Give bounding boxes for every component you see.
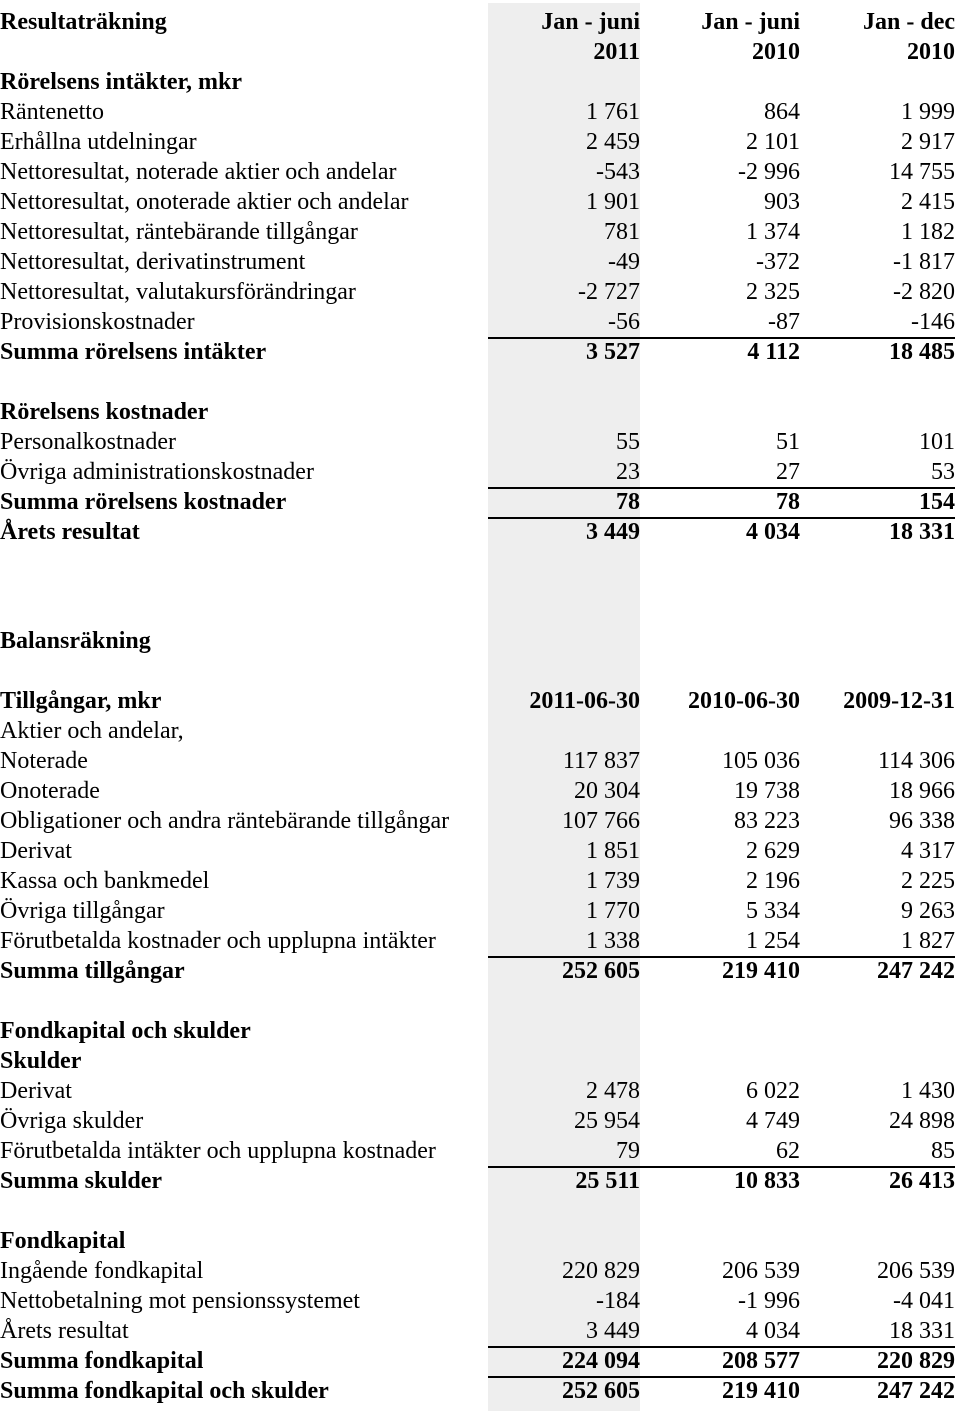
value-jan-dec-2010: 1 999 <box>901 99 955 125</box>
table-row <box>0 1106 955 1136</box>
row-label: Räntenetto <box>0 99 104 125</box>
value-2010-06-30: -1 996 <box>738 1288 800 1314</box>
value-2011-06-30: 2 478 <box>586 1078 640 1104</box>
value-jan-jun-2011: -49 <box>608 249 640 275</box>
table-row <box>0 776 955 806</box>
total-row <box>0 487 955 517</box>
value-jan-jun-2010: -372 <box>756 249 800 275</box>
row-label: Nettoresultat, valutakursförändringar <box>0 279 356 305</box>
income-header-year-row <box>0 37 955 67</box>
table-row <box>0 187 955 217</box>
total-row <box>0 337 955 367</box>
value-jan-jun-2011: 3 449 <box>488 517 640 547</box>
value-2011-06-30: 20 304 <box>574 778 640 804</box>
value-jan-jun-2011: 2 459 <box>586 129 640 155</box>
value-jan-jun-2010: -87 <box>768 309 800 335</box>
table-row <box>0 1136 955 1166</box>
value-2011-06-30: 3 449 <box>586 1318 640 1344</box>
table-row <box>0 157 955 187</box>
row-label: Obligationer och andra räntebärande tillgångar <box>0 808 450 834</box>
section-heading-row <box>0 1046 955 1076</box>
row-label: Nettobetalning mot pensionssystemet <box>0 1288 360 1314</box>
balance-sheet-title: Balansräkning <box>0 628 151 654</box>
column-header-period-2: Jan - juni <box>701 9 800 35</box>
value-jan-jun-2011: -543 <box>596 159 640 185</box>
value-jan-jun-2010: 864 <box>764 99 800 125</box>
value-jan-dec-2010: 1 182 <box>901 219 955 245</box>
value-2009-12-31: -4 041 <box>893 1288 956 1314</box>
equity-liabilities-heading: Fondkapital och skulder <box>0 1018 251 1044</box>
table-row <box>0 247 955 277</box>
value-2011-06-30: 252 605 <box>488 956 640 986</box>
total-label: Summa rörelsens kostnader <box>0 489 287 515</box>
shares-group-label: Aktier och andelar, <box>0 718 184 744</box>
empty-cell <box>0 656 955 686</box>
empty-cell <box>0 1196 955 1226</box>
total-label: Summa skulder <box>0 1168 163 1194</box>
empty-cell <box>0 37 488 67</box>
blank-row <box>0 986 955 1016</box>
value-2011-06-30: 1 739 <box>586 868 640 894</box>
table-row <box>0 427 955 457</box>
balance-title-row <box>0 626 955 656</box>
row-label: Förutbetalda kostnader och upplupna intäkter <box>0 928 436 954</box>
value-jan-jun-2011: 55 <box>616 429 640 455</box>
value-2010-06-30: 6 022 <box>746 1078 800 1104</box>
value-jan-jun-2011: 78 <box>488 487 640 517</box>
value-2010-06-30: 2 196 <box>746 868 800 894</box>
value-2011-06-30: 1 338 <box>586 928 640 954</box>
column-header-year-1: 2011 <box>593 39 640 65</box>
row-label: Övriga administrationskostnader <box>0 459 314 485</box>
value-2009-12-31: 9 263 <box>901 898 956 924</box>
value-jan-jun-2011: 781 <box>604 219 640 245</box>
blank-row <box>0 656 955 686</box>
row-label: Nettoresultat, onoterade aktier och andelar <box>0 189 409 215</box>
column-header-year-2: 2010 <box>752 39 800 65</box>
table-row <box>0 277 955 307</box>
value-jan-jun-2010: 1 374 <box>746 219 800 245</box>
value-jan-jun-2010: 4 034 <box>640 517 800 547</box>
blank-row <box>0 367 955 397</box>
table-row <box>0 896 955 926</box>
table-row <box>0 307 955 337</box>
value-jan-jun-2010: 78 <box>640 487 800 517</box>
liabilities-heading: Skulder <box>0 1048 82 1074</box>
row-label: Derivat <box>0 838 72 864</box>
grand-total-row <box>0 1376 955 1406</box>
total-row <box>0 1346 955 1376</box>
income-header-row <box>0 7 955 37</box>
value-2011-06-30: 1 770 <box>586 898 640 924</box>
value-jan-dec-2010: -146 <box>911 309 955 335</box>
total-label: Summa fondkapital och skulder <box>0 1378 329 1404</box>
table-row <box>0 1076 955 1106</box>
result-label: Årets resultat <box>0 519 140 545</box>
table-row <box>0 97 955 127</box>
value-2010-06-30: 219 410 <box>640 956 800 986</box>
row-label: Provisionskostnader <box>0 309 195 335</box>
value-2010-06-30: 83 223 <box>734 808 800 834</box>
total-label: Summa fondkapital <box>0 1348 204 1374</box>
value-2009-12-31: 18 966 <box>889 778 956 804</box>
value-jan-dec-2010: 14 755 <box>889 159 955 185</box>
row-label: Förutbetalda intäkter och upplupna kostnader <box>0 1138 436 1164</box>
assets-section-heading: Tillgångar, mkr <box>0 688 162 714</box>
row-label: Årets resultat <box>0 1318 129 1344</box>
value-jan-jun-2011: 1 901 <box>586 189 640 215</box>
value-2011-06-30: 1 851 <box>586 838 640 864</box>
value-2009-12-31: 1 827 <box>901 928 956 954</box>
value-2011-06-30: -184 <box>596 1288 640 1314</box>
value-2011-06-30: 79 <box>616 1138 640 1164</box>
row-label: Derivat <box>0 1078 72 1104</box>
result-row <box>0 517 955 547</box>
table-row <box>0 836 955 866</box>
table-row <box>0 217 955 247</box>
value-2009-12-31: 220 829 <box>800 1346 955 1376</box>
value-jan-dec-2010: 2 917 <box>901 129 955 155</box>
value-2011-06-30: 25 954 <box>574 1108 640 1134</box>
value-2009-12-31: 114 306 <box>877 748 956 774</box>
value-2010-06-30: 1 254 <box>746 928 800 954</box>
empty-cell <box>0 367 955 397</box>
column-header-year-3: 2010 <box>907 39 955 65</box>
value-jan-dec-2010: 18 331 <box>800 517 955 547</box>
value-jan-jun-2010: 903 <box>764 189 800 215</box>
row-label: Ingående fondkapital <box>0 1258 204 1284</box>
value-2011-06-30: 252 605 <box>488 1376 640 1406</box>
value-2009-12-31: 24 898 <box>889 1108 956 1134</box>
income-statement-table <box>0 7 955 547</box>
value-2011-06-30: 224 094 <box>488 1346 640 1376</box>
value-jan-jun-2010: 27 <box>776 459 800 485</box>
column-header-date-1: 2011-06-30 <box>529 688 640 714</box>
balance-sheet-table <box>0 626 955 1406</box>
value-jan-jun-2010: 2 325 <box>746 279 800 305</box>
value-2010-06-30: 5 334 <box>746 898 800 924</box>
column-header-period-1: Jan - juni <box>541 9 640 35</box>
value-2009-12-31: 2 225 <box>901 868 956 894</box>
value-jan-jun-2011: 3 527 <box>488 337 640 367</box>
fund-capital-heading: Fondkapital <box>0 1228 126 1254</box>
column-header-date-3: 2009-12-31 <box>843 688 956 714</box>
table-row <box>0 457 955 487</box>
section-heading-row <box>0 67 955 97</box>
value-2010-06-30: 208 577 <box>640 1346 800 1376</box>
table-row <box>0 746 955 776</box>
income-statement-title: Resultaträkning <box>0 9 167 35</box>
value-2009-12-31: 26 413 <box>800 1166 955 1196</box>
value-2010-06-30: 206 539 <box>722 1258 800 1284</box>
row-label: Kassa och bankmedel <box>0 868 210 894</box>
value-jan-dec-2010: 154 <box>800 487 955 517</box>
value-2010-06-30: 4 034 <box>746 1318 800 1344</box>
value-jan-jun-2010: -2 996 <box>738 159 800 185</box>
value-jan-dec-2010: 2 415 <box>901 189 955 215</box>
value-jan-jun-2011: -56 <box>608 309 640 335</box>
row-label: Noterade <box>0 748 88 774</box>
total-label: Summa rörelsens intäkter <box>0 339 267 365</box>
table-row <box>0 1286 955 1316</box>
row-label: Erhållna utdelningar <box>0 129 197 155</box>
value-2010-06-30: 105 036 <box>722 748 800 774</box>
revenue-section-heading: Rörelsens intäkter, mkr <box>0 69 242 95</box>
value-jan-jun-2011: 23 <box>616 459 640 485</box>
value-jan-dec-2010: -1 817 <box>893 249 955 275</box>
value-2009-12-31: 18 331 <box>889 1318 956 1344</box>
total-row <box>0 1166 955 1196</box>
value-2011-06-30: 220 829 <box>562 1258 640 1284</box>
table-row <box>0 127 955 157</box>
value-2011-06-30: 107 766 <box>562 808 640 834</box>
total-label: Summa tillgångar <box>0 958 185 984</box>
value-jan-dec-2010: 18 485 <box>800 337 955 367</box>
table-row <box>0 1256 955 1286</box>
value-2010-06-30: 2 629 <box>746 838 800 864</box>
column-header-date-2: 2010-06-30 <box>688 688 800 714</box>
table-row <box>0 926 955 956</box>
row-label: Nettoresultat, räntebärande tillgångar <box>0 219 358 245</box>
row-label: Nettoresultat, derivatinstrument <box>0 249 306 275</box>
value-2010-06-30: 219 410 <box>640 1376 800 1406</box>
value-2009-12-31: 1 430 <box>901 1078 956 1104</box>
value-2009-12-31: 247 242 <box>800 1376 955 1406</box>
row-label: Övriga tillgångar <box>0 898 165 924</box>
value-2009-12-31: 85 <box>931 1138 956 1164</box>
section-heading-row <box>0 1226 955 1256</box>
value-2010-06-30: 10 833 <box>640 1166 800 1196</box>
value-2009-12-31: 4 317 <box>901 838 956 864</box>
value-2011-06-30: 117 837 <box>562 748 640 774</box>
value-jan-dec-2010: 101 <box>919 429 955 455</box>
row-label: Övriga skulder <box>0 1108 144 1134</box>
column-header-period-3: Jan - dec <box>863 9 955 35</box>
costs-section-heading: Rörelsens kostnader <box>0 399 209 425</box>
row-label: Personalkostnader <box>0 429 176 455</box>
value-2010-06-30: 4 749 <box>746 1108 800 1134</box>
section-heading-row <box>0 1016 955 1046</box>
value-jan-dec-2010: 53 <box>931 459 955 485</box>
value-2010-06-30: 62 <box>776 1138 800 1164</box>
value-2010-06-30: 19 738 <box>734 778 800 804</box>
value-jan-jun-2010: 2 101 <box>746 129 800 155</box>
value-2009-12-31: 96 338 <box>889 808 956 834</box>
value-jan-dec-2010: -2 820 <box>893 279 955 305</box>
empty-cell <box>0 986 955 1016</box>
table-row <box>0 866 955 896</box>
value-2011-06-30: 25 511 <box>488 1166 640 1196</box>
total-row <box>0 956 955 986</box>
assets-header-row <box>0 686 955 716</box>
value-jan-jun-2010: 51 <box>776 429 800 455</box>
table-row <box>0 1316 955 1346</box>
value-jan-jun-2011: -2 727 <box>578 279 640 305</box>
value-2009-12-31: 206 539 <box>877 1258 956 1284</box>
blank-row <box>0 1196 955 1226</box>
group-label-row <box>0 716 955 746</box>
row-label: Nettoresultat, noterade aktier och andelar <box>0 159 397 185</box>
section-heading-row <box>0 397 955 427</box>
value-jan-jun-2011: 1 761 <box>586 99 640 125</box>
value-jan-jun-2010: 4 112 <box>640 337 800 367</box>
value-2009-12-31: 247 242 <box>800 956 955 986</box>
row-label: Onoterade <box>0 778 100 804</box>
table-row <box>0 806 955 836</box>
